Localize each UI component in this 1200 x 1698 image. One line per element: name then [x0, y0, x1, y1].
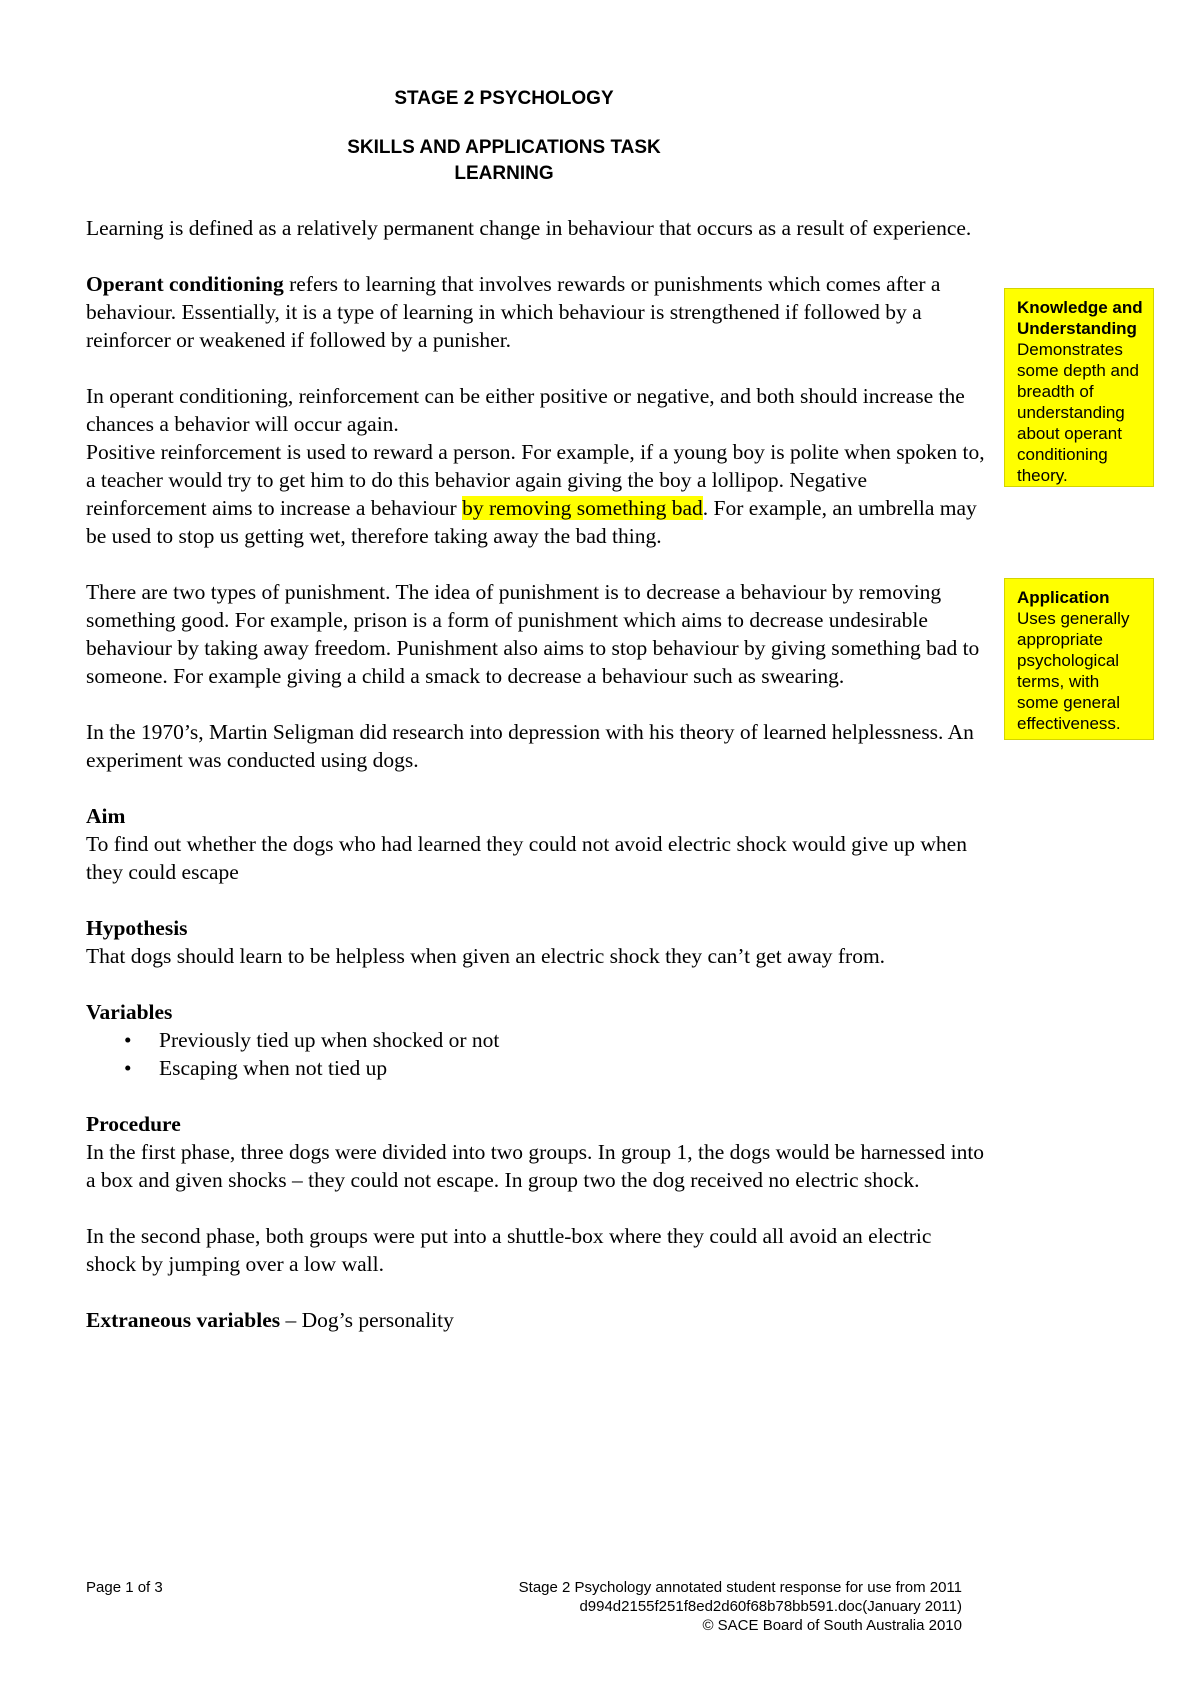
reinforcement-paragraph: [86, 438, 986, 550]
operant-definition: refers to learning that involves rewards or punishments which comes after a behaviour. Essentially, it is a type of learning in which behaviour is strengthened if followed by a reinforcer or weakened if followed by a punisher.: [86, 272, 941, 352]
extraneous-text: – Dog’s personality: [280, 1308, 454, 1332]
annotation-title: Knowledge and Understanding: [1017, 298, 1143, 338]
page-number: Page 1 of 3: [86, 1579, 163, 1596]
footer-info: [519, 1578, 962, 1635]
doc-subject-title: STAGE 2 PSYCHOLOGY: [394, 88, 614, 109]
bullet-icon: •: [124, 1028, 132, 1052]
operant-paragraph: [86, 270, 986, 354]
aim-section: [86, 802, 986, 886]
reinforcement-intro-paragraph: In operant conditioning, reinforcement can be either positive or negative, and both should increase the chances a behavior will occur again.: [86, 384, 965, 436]
aim-heading: Aim: [86, 804, 126, 828]
highlighted-phrase: by removing something bad: [462, 496, 703, 520]
procedure-paragraph-2: In the second phase, both groups were put into a shuttle-box where they could all avoid an electric shock by jumping over a low wall.: [86, 1224, 932, 1276]
footer-line-2: d994d2155f251f8ed2d60f68b78bb591.doc(January 2011): [579, 1598, 962, 1615]
list-item: [86, 1026, 986, 1054]
topic-title: LEARNING: [454, 163, 554, 184]
variable-text: Escaping when not tied up: [159, 1056, 388, 1080]
annotation-text: Demonstrates some depth and breadth of understanding about operant conditioning theory.: [1017, 340, 1139, 485]
document-body: [86, 214, 986, 1362]
reinforcement-text-b: . For example, an umbrella may be used to stop us getting wet, therefore taking away the bad thing.: [86, 496, 977, 548]
variable-text: Previously tied up when shocked or not: [159, 1028, 500, 1052]
variables-heading: Variables: [86, 1000, 173, 1024]
intro-paragraph: Learning is defined as a relatively permanent change in behaviour that occurs as a result of experience.: [86, 216, 972, 240]
punishment-paragraph: There are two types of punishment. The idea of punishment is to decrease a behaviour by removing something good. For example, prison is a form of punishment which aims to decrease undesirable behaviour by taking away freedom. Punishment also aims to stop behaviour by giving something bad to someone. For example giving a child a smack to decrease a behaviour such as swearing.: [86, 580, 980, 688]
annotation-title: Application: [1017, 588, 1110, 607]
hypothesis-text: That dogs should learn to be helpless when given an electric shock they can’t get away from.: [86, 944, 886, 968]
hypothesis-heading: Hypothesis: [86, 916, 188, 940]
task-title: SKILLS AND APPLICATIONS TASK: [347, 137, 661, 158]
extraneous-heading: Extraneous variables: [86, 1308, 281, 1332]
annotation-knowledge: [1004, 288, 1154, 487]
variables-list: [86, 1026, 986, 1082]
procedure-heading: Procedure: [86, 1112, 181, 1136]
annotation-text: Uses generally appropriate psychological terms, with some general effectiveness.: [1017, 609, 1130, 733]
hypothesis-section: [86, 914, 986, 970]
footer-line-3: © SACE Board of South Australia 2010: [702, 1617, 962, 1634]
reinforcement-text-a: Positive reinforcement is used to reward a person. For example, if a young boy is polite when spoken to, a teacher would try to get him to do this behavior again giving the boy a lollipop. Negative reinforcement aims to increase a behaviour: [86, 440, 985, 520]
footer-line-1: Stage 2 Psychology annotated student response for use from 2011: [518, 1579, 962, 1596]
seligman-paragraph: In the 1970’s, Martin Seligman did research into depression with his theory of learned helplessness. An experiment was conducted using dogs.: [86, 720, 974, 772]
list-item: [86, 1054, 986, 1082]
extraneous-paragraph: [86, 1306, 986, 1334]
annotation-application: [1004, 578, 1154, 740]
operant-term: Operant conditioning: [86, 272, 284, 296]
variables-section: [86, 998, 986, 1082]
procedure-section: [86, 1110, 986, 1194]
aim-text: To find out whether the dogs who had learned they could not avoid electric shock would give up when they could escape: [86, 832, 967, 884]
bullet-icon: •: [124, 1056, 132, 1080]
procedure-text-1: In the first phase, three dogs were divided into two groups. In group 1, the dogs would be harnessed into a box and given shocks – they could not escape. In group two the dog received no electric shock.: [86, 1140, 985, 1192]
